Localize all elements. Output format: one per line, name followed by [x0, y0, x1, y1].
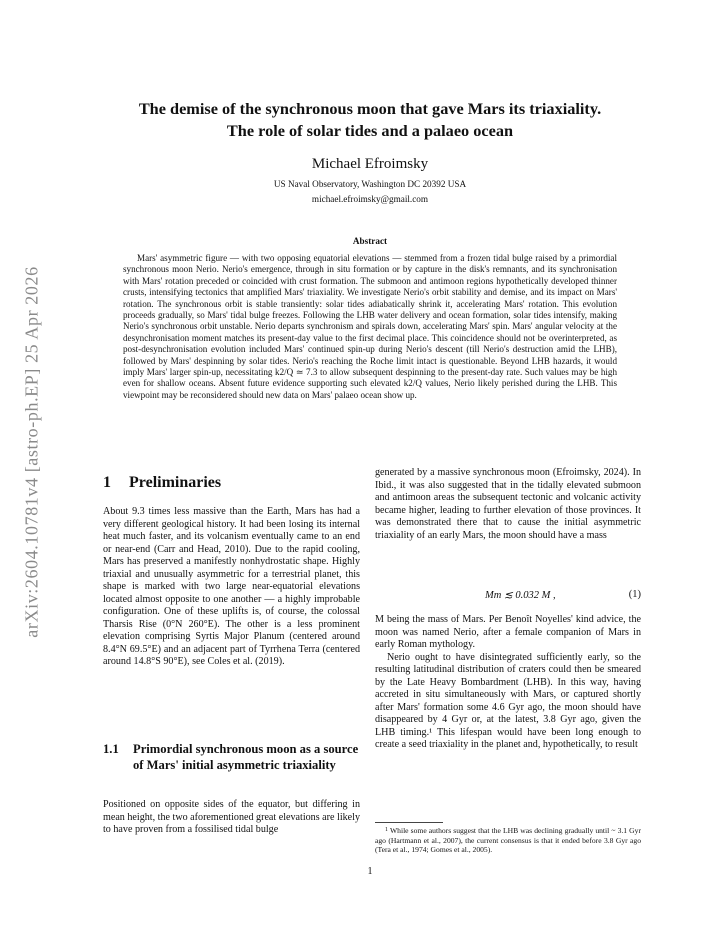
- section-number: 1: [103, 474, 111, 491]
- paper-title: [100, 98, 640, 142]
- equation-body: Mm ≲ 0.032 M ,: [485, 590, 556, 601]
- right-column-bottom: [375, 614, 641, 752]
- footnote-text: While some authors suggest that the LHB was declining gradually until ~ 3.1 Gyr ago (Hartmann et al., 2007), the current consensus is that it ended before 3.8 Gyr ago (Tera et al., 1974; Gomes et al., 2005).: [375, 826, 641, 855]
- left-column-intro: [103, 506, 360, 669]
- section-heading: [103, 474, 221, 492]
- footnote-mark: 1: [385, 827, 388, 833]
- arxiv-identifier: [10, 232, 54, 672]
- author-affiliation: US Naval Observatory, Washington DC 20392 USA: [273, 179, 467, 189]
- author-email: michael.efroimsky@gmail.com: [311, 194, 429, 204]
- abstract-body: Mars' asymmetric figure — with two opposing equatorial elevations — stemmed from a frozen tidal bulge raised by a primordial synchronous moon Nerio. Nerio's emergence, through in situ formation or by capture in the disk's remnants, and its synchronisation with Mars' rotation preceded or coincided with crust formation. The submoon and antimoon regions hypothetically developed thinner crusts, intensifying tectonics that amplified Mars' triaxiality. We investigate Nerio's orbit stability and demise, and its impact on Mars' rotation. The synchronous orbit is stable transiently: solar tides adiabatically shrink it, accelerating Mars' rotation. This evolution proceeds gradually, so Mars' tidal bulge freezes. Following the LHB water delivery and ocean formation, solar tides intensify, making Nerio's synchronous orbit unstable. Nerio departs synchronism and spirals down, accelerating Mars' spin. Mars' angular velocity at the desynchronisation moment matches its present-day value to the first decimal place. This coincidence should not be overinterpreted, as post-desynchronisation evolution included Mars' continued spin-up during Nerio's descent (till Nerio's destruction amid the LHB), followed by Mars' despinning by solar tides. Nerio's reaching the Roche limit intact is questionable. Beyond LHB hazards, it would imply Mars' larger spin-up, necessitating k2/Q ≃ 7.3 to allow subsequent despinning to the present-day rate. Such values may be high even for shallow oceans. Absent future evidence supporting such elevated k2/Q values, Nerio likely perished during the LHB. This viewpoint may be reconsidered should new data on Mars' palaeo ocean show up.: [123, 253, 617, 400]
- arxiv-identifier-text: arXiv:2604.10781v4 [astro-ph.EP] 25 Apr 2026: [21, 266, 42, 638]
- title-line-2: The role of solar tides and a palaeo ocean: [226, 121, 514, 140]
- page-number: 1: [367, 866, 373, 877]
- paragraph: M being the mass of Mars. Per Benoît Noyelles' kind advice, the moon was named Nerio, after a female companion of Mars in early Roman mythology.: [375, 614, 641, 650]
- footnote: [375, 826, 641, 855]
- equation-number: (1): [628, 589, 641, 600]
- left-column-subsection-text: Positioned on opposite sides of the equator, but differing in mean height, the two aforementioned great elevations are likely to have proven from a fossilised tidal bulge: [103, 799, 361, 835]
- subsection-heading: [103, 742, 363, 773]
- abstract-heading: Abstract: [352, 236, 388, 246]
- paragraph: Nerio ought to have disintegrated sufficiently early, so the resulting latitudinal distribution of craters could then be smeared by the Late Heavy Bombardment (LHB). In this way, having accreted in situ simultaneously with Mars, or captured shortly after Mars' formation some 4.6 Gyr ago, the moon should have disappeared by 4 Gyr or, at the latest, 3.8 Gyr ago, given the LHB timing.¹ This lifespan would have been long enough to create a seed triaxiality in the planet and, hypothetically, to result: [375, 651, 641, 750]
- subsection-title: Primordial synchronous moon as a source of Mars' initial asymmetric triaxiality: [133, 742, 359, 772]
- paragraph: generated by a massive synchronous moon (Efroimsky, 2024). In Ibid., it was also suggested that in the tidally elevated submoon and antimoon areas the subsequent tectonic and volcanic activity became higher, leading to further elevation of those provinces. It was demonstrated there that to cause the initial asymmetric triaxiality of an early Mars, the moon should have a mass: [375, 467, 641, 541]
- section-title: Preliminaries: [129, 474, 222, 491]
- author-name: Michael Efroimsky: [311, 156, 429, 172]
- equation: [375, 589, 641, 607]
- right-column-top: [375, 467, 641, 542]
- title-line-1: The demise of the synchronous moon that gave Mars its triaxiality.: [138, 99, 602, 118]
- paragraph: About 9.3 times less massive than the Earth, Mars has had a very different geological history. It had been losing its internal heat much faster, and its volcanism eventually came to an end or near-end (Carr and Head, 2010). Due to the rapid cooling, Mars has preserved a manifestly nonhydrostatic shape. Highly triaxial and unusually asymmetric for a terrestrial planet, this shape is marked with two large near-equatorial elevations located almost opposite to one another — a highly improbable configuration. One of these uplifts is, of course, the colossal Tharsis Rise (0°N 260°E). The other is a less prominent elevation comprising Syrtis Major Planum (centered around 8.4°N 69.5°E) and an adjacent part of Tyrrhena Terra (centered around 14.8°S 90°E), see Coles et al. (2019).: [103, 506, 360, 667]
- footnote-rule: [375, 822, 443, 823]
- subsection-number: 1.1: [103, 742, 119, 756]
